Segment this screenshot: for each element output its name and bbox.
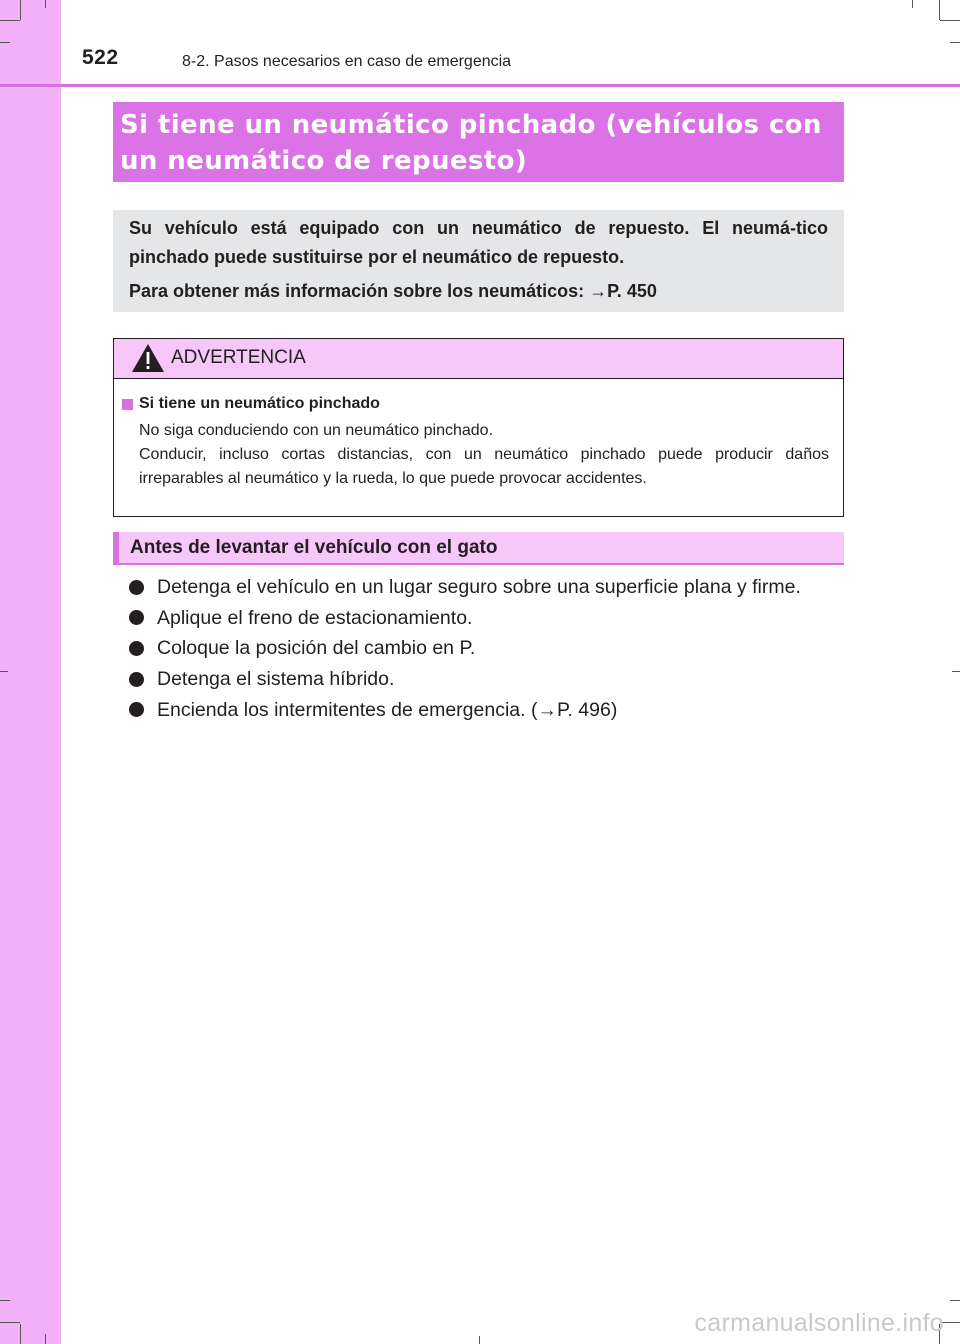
- step-text: Aplique el freno de estacionamiento.: [157, 606, 473, 629]
- warning-label: ADVERTENCIA: [171, 347, 306, 368]
- square-bullet-icon: [122, 399, 133, 410]
- warning-triangle-icon: [131, 343, 165, 373]
- list-item: [129, 664, 844, 695]
- list-item: [129, 694, 844, 725]
- bullet-dot-icon: [129, 641, 144, 656]
- warning-body: [114, 379, 843, 491]
- side-color-strip: [0, 0, 61, 1344]
- page-title-line-2: un neumático de repuesto): [120, 146, 528, 176]
- step-text: Detenga el sistema híbrido.: [157, 668, 395, 691]
- crop-mark: [950, 42, 960, 43]
- warning-text: [139, 419, 829, 491]
- crop-mark: [45, 0, 46, 8]
- crop-mark: [0, 20, 20, 21]
- warning-line-2: Conducir, incluso cortas distancias, con un neumático pinchado puede producir daños irreparables al neumático y la rueda, lo que puede provocar accidentes.: [139, 446, 829, 487]
- warning-box: [113, 338, 844, 517]
- bullet-dot-icon: [129, 672, 144, 687]
- intro-text: Su vehículo está equipado con un neumático de repuesto. El neumá-tico pinchado puede sustituirse por el neumático de repuesto.: [129, 218, 828, 267]
- step-text: Detenga el vehículo en un lugar seguro sobre una superficie plana y firme.: [157, 576, 801, 599]
- crop-mark: [939, 0, 940, 20]
- step-text: Coloque la posición del cambio en P.: [157, 637, 476, 660]
- subsection-heading-text: Antes de levantar el vehículo con el gato: [130, 537, 498, 558]
- crop-mark: [940, 20, 960, 21]
- intro-reference: Para obtener más información sobre los neumáticos: →P. 450: [129, 281, 657, 301]
- bullet-dot-icon: [129, 580, 144, 595]
- crop-mark: [0, 42, 10, 43]
- crop-mark: [952, 671, 960, 672]
- crop-mark: [0, 671, 8, 672]
- subsection-heading: [113, 532, 844, 565]
- warning-subtitle: [122, 395, 829, 413]
- warning-header: [114, 339, 843, 379]
- header-rule: [0, 84, 960, 87]
- crop-mark: [912, 0, 913, 8]
- crop-mark: [0, 1322, 20, 1323]
- warning-line-1: No siga conduciendo con un neumático pinchado.: [139, 422, 494, 439]
- intro-box: [113, 210, 844, 312]
- warning-subtitle-text: Si tiene un neumático pinchado: [139, 395, 380, 412]
- steps-list: [129, 572, 844, 725]
- list-item: [129, 633, 844, 664]
- subsection-heading-bar: [113, 532, 119, 563]
- list-item: [129, 572, 844, 603]
- section-title: 8-2. Pasos necesarios en caso de emergencia: [182, 53, 512, 70]
- crop-mark: [20, 1324, 21, 1344]
- watermark: carmanualsonline.info: [694, 1309, 944, 1337]
- bullet-dot-icon: [129, 610, 144, 625]
- crop-mark: [20, 0, 21, 20]
- crop-mark: [950, 1300, 960, 1301]
- step-text: Encienda los intermitentes de emergencia. (→P. 496): [157, 698, 618, 721]
- page-number: 522: [82, 46, 119, 69]
- bullet-dot-icon: [129, 702, 144, 717]
- list-item: [129, 603, 844, 634]
- crop-mark: [479, 1336, 480, 1344]
- page-title-line-1: Si tiene un neumático pinchado (vehículos con: [120, 110, 822, 140]
- page-title-box: [113, 102, 844, 182]
- crop-mark: [0, 1300, 10, 1301]
- crop-mark: [45, 1334, 46, 1344]
